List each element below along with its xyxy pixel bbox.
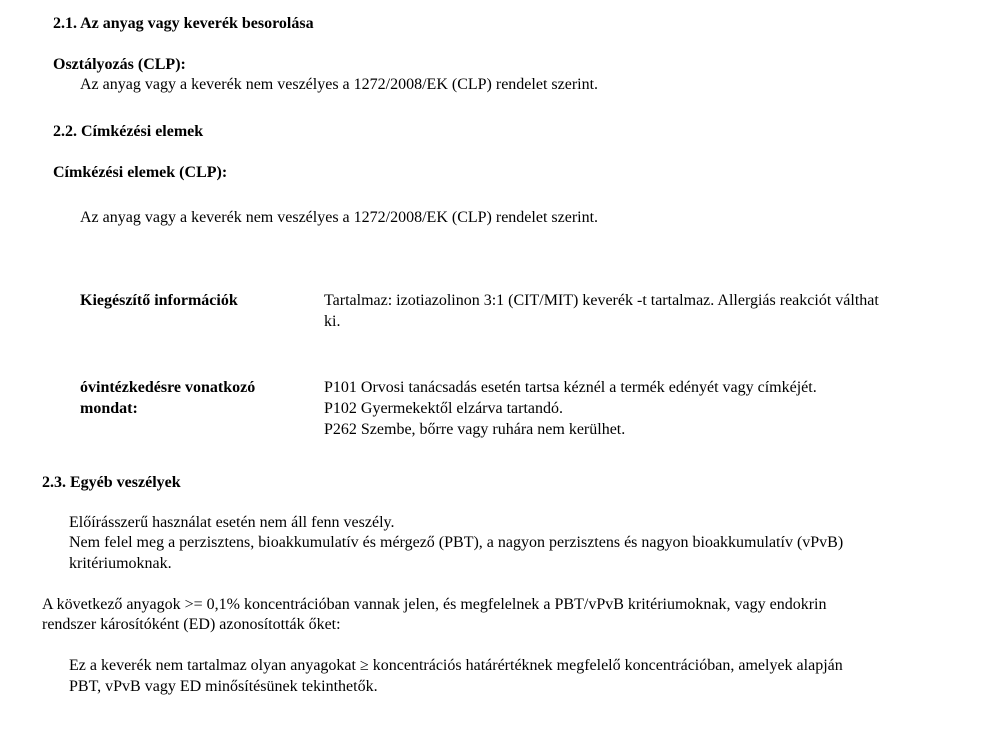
label-elements-label: Címkézési elemek (CLP):	[53, 164, 228, 181]
precautionary-statement-p101: P101 Orvosi tanácsadás esetén tartsa kéznél a termék edényét vagy címkéjét.	[324, 379, 817, 396]
supplementary-info-label: Kiegészítő információk	[80, 292, 238, 309]
label-elements-text: Az anyag vagy a keverék nem veszélyes a 1272/2008/EK (CLP) rendelet szerint.	[80, 209, 599, 226]
precautionary-statement-p102: P102 Gyermekektől elzárva tartandó.	[324, 400, 564, 417]
supplementary-info-line-1: Tartalmaz: izotiazolinon 3:1 (CIT/MIT) keverék -t tartalmaz. Allergiás reakciót válthat	[324, 292, 879, 309]
section-2-2-heading: 2.2. Címkézési elemek	[53, 123, 204, 140]
pbt-substances-line-1: A következő anyagok >= 0,1% koncentrációban vannak jelen, és megfelelnek a PBT/vPvB kritériumoknak, vagy endokrin	[42, 596, 827, 613]
precautionary-label-line-2: mondat:	[80, 400, 138, 417]
other-hazards-line-2: Nem felel meg a perzisztens, bioakkumulatív és mérgező (PBT), a nagyon perzisztens és nagyon bioakkumulatív (vPvB)	[69, 534, 844, 551]
other-hazards-line-3: kritériumoknak.	[69, 555, 172, 572]
precautionary-statement-p262: P262 Szembe, bőrre vagy ruhára nem kerülhet.	[324, 421, 626, 438]
other-hazards-line-1: Előírásszerű használat esetén nem áll fenn veszély.	[69, 514, 395, 531]
precautionary-label-line-1: óvintézkedésre vonatkozó	[80, 379, 256, 396]
supplementary-info-line-2: ki.	[324, 313, 341, 330]
pbt-conclusion-line-2: PBT, vPvB vagy ED minősítésünek tekinthetők.	[69, 678, 378, 695]
classification-label: Osztályozás (CLP):	[53, 56, 186, 73]
section-2-3-heading: 2.3. Egyéb veszélyek	[42, 474, 181, 491]
section-2-1-heading: 2.1. Az anyag vagy keverék besorolása	[53, 15, 314, 32]
classification-text: Az anyag vagy a keverék nem veszélyes a 1272/2008/EK (CLP) rendelet szerint.	[80, 76, 599, 93]
pbt-substances-line-2: rendszer károsítóként (ED) azonosították őket:	[42, 616, 341, 633]
pbt-conclusion-line-1: Ez a keverék nem tartalmaz olyan anyagokat ≥ koncentrációs határértéknek megfelelő koncentrációban, amelyek alapján	[69, 657, 843, 674]
